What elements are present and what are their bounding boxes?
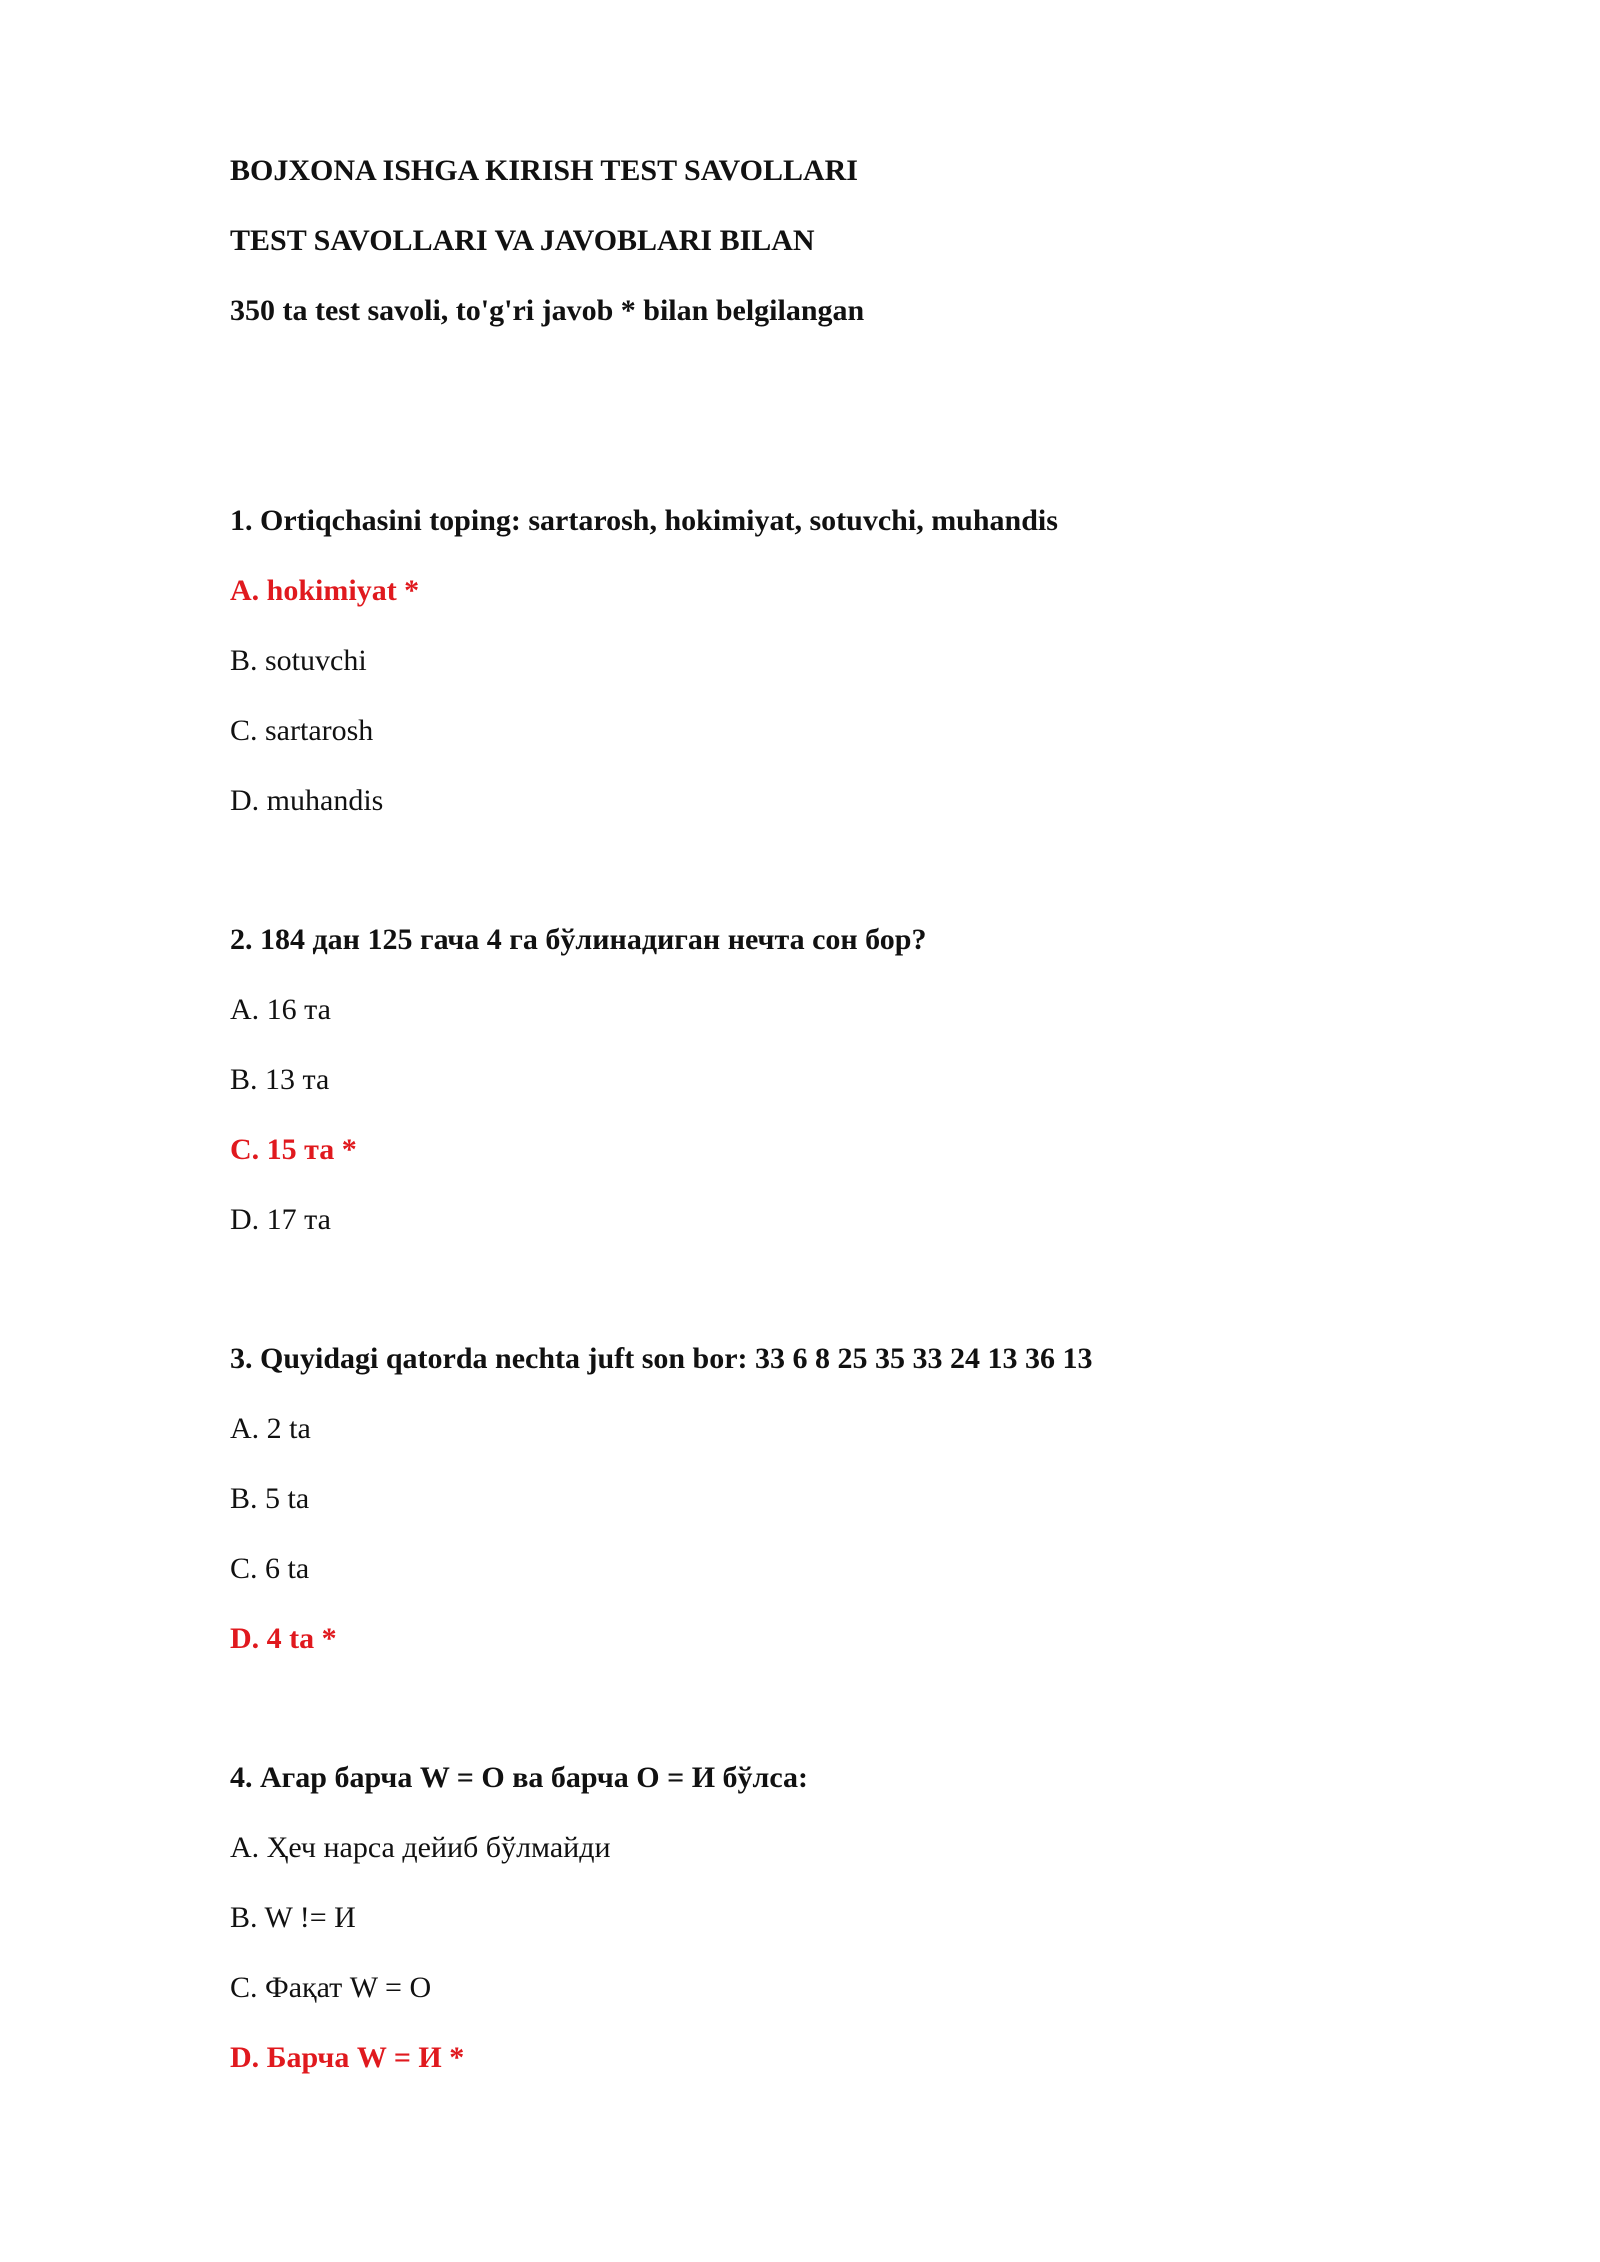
question-1-text: 1. Ortiqchasini toping: sartarosh, hokimiyat, sotuvchi, muhandis (230, 504, 1058, 537)
question-3-text: 3. Quyidagi qatorda nechta juft son bor: 33 6 8 25 35 33 24 13 36 13 (230, 1342, 1093, 1375)
question-4-option-d: D. Барча W = И * (230, 2041, 465, 2074)
question-4-option-c: C. Фақат W = О (230, 1971, 432, 2004)
question-2-option-b: B. 13 та (230, 1063, 330, 1096)
question-1-option-c: C. sartarosh (230, 714, 374, 747)
header-title: BOJXONA ISHGA KIRISH TEST SAVOLLARI (230, 154, 858, 187)
question-1-option-b: B. sotuvchi (230, 644, 367, 677)
question-1-option-a: A. hokimiyat * (230, 574, 420, 607)
question-2-option-d: D. 17 та (230, 1203, 331, 1236)
question-2-option-a: A. 16 та (230, 993, 331, 1026)
question-3-option-c: C. 6 ta (230, 1552, 310, 1585)
question-4-text: 4. Агар барча W = О ва барча О = И бўлса: (230, 1761, 809, 1794)
header-note: 350 ta test savoli, to'g'ri javob * bilan belgilangan (230, 294, 865, 327)
question-3-option-a: A. 2 ta (230, 1412, 311, 1445)
question-2-option-c: C. 15 та * (230, 1133, 357, 1166)
header-subtitle: TEST SAVOLLARI VA JAVOBLARI BILAN (230, 224, 815, 257)
question-3-option-d: D. 4 ta * (230, 1622, 337, 1655)
question-2-text: 2. 184 дан 125 гача 4 га бўлинадиган нечта сон бор? (230, 923, 927, 956)
question-3-option-b: B. 5 ta (230, 1482, 310, 1515)
question-4-option-b: B. W != И (230, 1901, 356, 1934)
question-1-option-d: D. muhandis (230, 784, 384, 817)
question-4-option-a: A. Ҳеч нарса дейиб бўлмайди (230, 1831, 611, 1864)
